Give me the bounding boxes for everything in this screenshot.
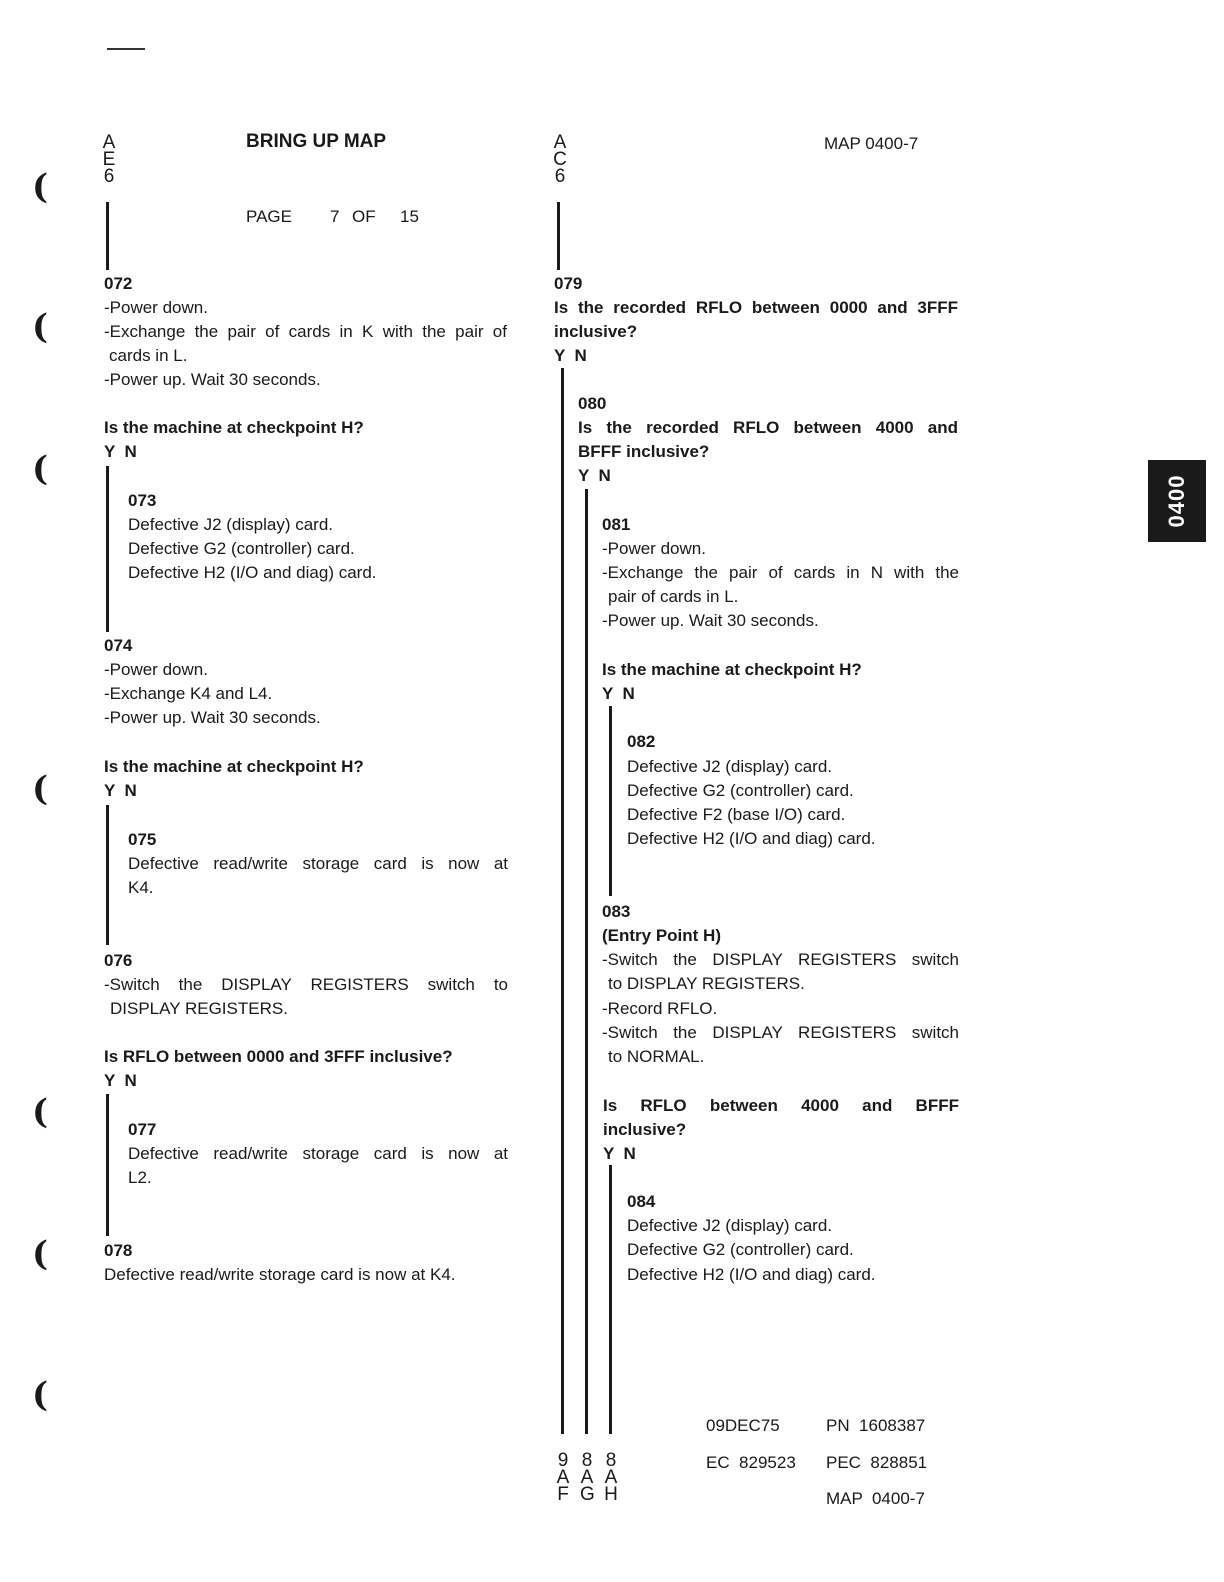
- step-number: 077: [128, 1120, 157, 1139]
- binder-bracket: (: [32, 449, 49, 489]
- step-text: -Switch the DISPLAY REGISTERS switch to: [104, 975, 508, 994]
- page-label: PAGE: [246, 207, 292, 226]
- step-number: 076: [104, 951, 133, 970]
- step-text: Defective G2 (controller) card.: [627, 781, 854, 800]
- footer-date: 09DEC75: [706, 1416, 780, 1435]
- binder-bracket: (: [32, 167, 49, 207]
- flow-line: [106, 805, 109, 945]
- flow-line: [609, 1165, 612, 1434]
- flow-line: [585, 489, 588, 1434]
- yes-no-label: Y N: [602, 684, 635, 703]
- flow-line: [106, 1094, 109, 1236]
- step-text: Defective H2 (I/O and diag) card.: [128, 563, 377, 582]
- step-text: Defective read/write storage card is now at: [128, 1144, 508, 1163]
- question: Is RFLO between 0000 and 3FFF inclusive?: [104, 1047, 453, 1066]
- yes-no-label: Y N: [603, 1144, 636, 1163]
- footer-map-id: MAP 0400-7: [826, 1489, 925, 1508]
- step-text: -Power down.: [104, 298, 208, 317]
- step-number: 072: [104, 274, 133, 293]
- step-number: 082: [627, 732, 656, 751]
- offpage-connector: 9 A F: [556, 1450, 570, 1505]
- step-text: Defective G2 (controller) card.: [627, 1240, 854, 1259]
- step-text: Defective G2 (controller) card.: [128, 539, 355, 558]
- footer-ec: EC 829523: [706, 1453, 796, 1472]
- binder-bracket: (: [32, 1234, 49, 1274]
- map-id-header: MAP 0400-7: [824, 134, 919, 153]
- top-rule: [107, 48, 145, 50]
- binder-bracket: (: [32, 1375, 49, 1415]
- offpage-connector: 8 A H: [604, 1450, 618, 1505]
- step-number: 073: [128, 491, 157, 510]
- yes-no-label: Y N: [104, 1071, 137, 1090]
- flow-line: [106, 202, 109, 270]
- step-text: -Power down.: [104, 660, 208, 679]
- yes-no-label: Y N: [104, 442, 137, 461]
- binder-bracket: (: [32, 307, 49, 347]
- step-text: pair of cards in L.: [608, 587, 739, 606]
- step-text: -Exchange K4 and L4.: [104, 684, 273, 703]
- step-text: -Switch the DISPLAY REGISTERS switch: [602, 950, 959, 969]
- right-entry-ref: A C 6: [553, 132, 567, 187]
- step-text: Defective J2 (display) card.: [627, 1216, 833, 1235]
- flow-line: [561, 368, 564, 1434]
- question: Is the recorded RFLO between 0000 and 3FFF: [554, 298, 958, 317]
- page-total: 15: [400, 207, 419, 226]
- binder-bracket: (: [32, 1092, 49, 1132]
- step-text: -Switch the DISPLAY REGISTERS switch: [602, 1023, 959, 1042]
- step-text: -Exchange the pair of cards in K with the pair of: [104, 322, 507, 341]
- step-text: to DISPLAY REGISTERS.: [608, 974, 805, 993]
- step-text: L2.: [128, 1168, 152, 1187]
- step-text: Defective J2 (display) card.: [128, 515, 334, 534]
- step-number: 075: [128, 830, 157, 849]
- entry-point-label: (Entry Point H): [602, 926, 721, 945]
- footer-part-number: PN 1608387: [826, 1416, 926, 1435]
- step-number: 080: [578, 394, 607, 413]
- step-text: DISPLAY REGISTERS.: [110, 999, 288, 1018]
- question: Is the machine at checkpoint H?: [104, 757, 364, 776]
- question: Is the machine at checkpoint H?: [104, 418, 364, 437]
- step-text: -Power up. Wait 30 seconds.: [104, 708, 321, 727]
- step-text: Defective H2 (I/O and diag) card.: [627, 1265, 876, 1284]
- step-number: 084: [627, 1192, 656, 1211]
- step-text: -Power up. Wait 30 seconds.: [104, 370, 321, 389]
- page-of: OF: [352, 207, 376, 226]
- section-tab: 0400: [1148, 460, 1206, 542]
- step-text: Defective J2 (display) card.: [627, 757, 833, 776]
- step-text: -Power down.: [602, 539, 706, 558]
- question: BFFF inclusive?: [578, 442, 710, 461]
- left-entry-ref: A E 6: [102, 132, 116, 187]
- page-number: 7: [330, 207, 340, 226]
- step-number: 074: [104, 636, 133, 655]
- question: inclusive?: [603, 1120, 687, 1139]
- step-number: 078: [104, 1241, 133, 1260]
- yes-no-label: Y N: [578, 466, 611, 485]
- question: Is the machine at checkpoint H?: [602, 660, 862, 679]
- page-title: BRING UP MAP: [246, 131, 387, 152]
- yes-no-label: Y N: [554, 346, 587, 365]
- binder-bracket: (: [32, 769, 49, 809]
- step-text: K4.: [128, 878, 154, 897]
- step-text: -Record RFLO.: [602, 999, 718, 1018]
- step-number: 083: [602, 902, 631, 921]
- flow-line: [557, 202, 560, 270]
- step-text: -Power up. Wait 30 seconds.: [602, 611, 819, 630]
- step-text: to NORMAL.: [608, 1047, 705, 1066]
- question: inclusive?: [554, 322, 638, 341]
- flow-line: [106, 466, 109, 632]
- step-text: Defective F2 (base I/O) card.: [627, 805, 846, 824]
- footer-pec: PEC 828851: [826, 1453, 928, 1472]
- step-number: 079: [554, 274, 583, 293]
- step-number: 081: [602, 515, 631, 534]
- question: Is the recorded RFLO between 4000 and: [578, 418, 958, 437]
- yes-no-label: Y N: [104, 781, 137, 800]
- step-text: -Exchange the pair of cards in N with the: [602, 563, 959, 582]
- step-text: Defective read/write storage card is now at K4.: [104, 1265, 456, 1284]
- flow-line: [609, 706, 612, 896]
- question: Is RFLO between 4000 and BFFF: [603, 1096, 959, 1115]
- step-text: cards in L.: [109, 346, 188, 365]
- offpage-connector: 8 A G: [580, 1450, 595, 1505]
- step-text: Defective H2 (I/O and diag) card.: [627, 829, 876, 848]
- step-text: Defective read/write storage card is now at: [128, 854, 508, 873]
